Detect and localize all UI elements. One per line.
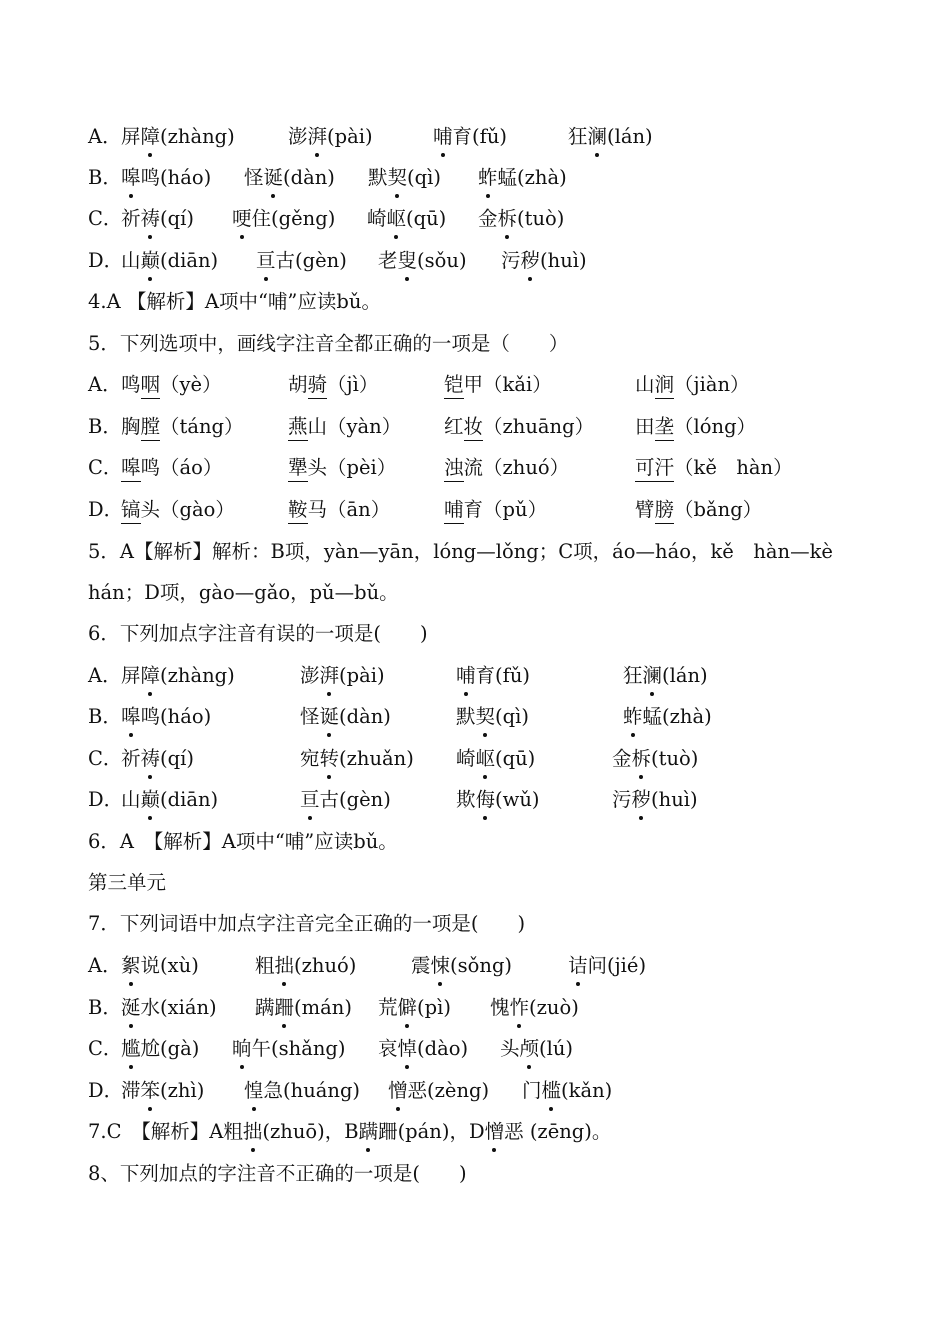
emphasis-dot-char: 巅 xyxy=(141,245,161,277)
option-item: 鞍马（ān） xyxy=(288,494,390,526)
underlined-char: 犟 xyxy=(288,455,308,482)
section-heading-unit-3: 第三单元 xyxy=(88,871,167,894)
emphasis-dot-char: 惶 xyxy=(244,1075,264,1107)
option-item: 崎岖(qū) xyxy=(456,743,535,775)
emphasis-dot-char: 祷 xyxy=(141,203,161,235)
option-item: 尴尬(gà) xyxy=(121,1033,199,1065)
emphasis-dot-char: 跚 xyxy=(275,992,295,1024)
option-label: B． xyxy=(88,415,122,438)
option-label: B． xyxy=(88,166,122,189)
option-label: C． xyxy=(88,1037,123,1060)
option-item: 崎岖(qū) xyxy=(367,203,446,235)
option-label: C． xyxy=(88,456,123,479)
option-item: 金柝(tuò) xyxy=(612,743,698,775)
option-item: 宛转(zhuǎn) xyxy=(300,743,414,775)
emphasis-dot-char: 蚱 xyxy=(478,162,498,194)
underlined-char: 浊 xyxy=(444,455,464,482)
answer-7: 7.C 【解析】A粗拙(zhuō)，B蹒跚(pán)，D憎恶 (zēng)。 xyxy=(88,1116,611,1148)
option-label: D． xyxy=(88,788,124,811)
emphasis-dot-char: 尴 xyxy=(121,1033,141,1065)
underlined-char: 骑 xyxy=(308,372,328,399)
option-item: 亘古(gèn) xyxy=(256,245,347,277)
option-item: 晌午(shǎng) xyxy=(232,1033,345,1065)
emphasis-dot-char: 颅 xyxy=(520,1033,540,1065)
option-item: 老叟(sǒu) xyxy=(378,245,467,277)
option-item: 诘问(jié) xyxy=(568,950,646,982)
emphasis-dot-char: 哺 xyxy=(456,660,476,692)
option-item: 胸膛（táng） xyxy=(121,411,244,443)
emphasis-dot-char: 涎 xyxy=(121,992,141,1024)
emphasis-dot-char: 侮 xyxy=(476,784,496,816)
option-item: 铠甲（kǎi） xyxy=(444,369,552,401)
emphasis-dot-char: 岖 xyxy=(387,203,407,235)
emphasis-dot-char: 障 xyxy=(141,660,161,692)
emphasis-dot-char: 拙 xyxy=(243,1116,263,1148)
option-item: 山涧（jiàn） xyxy=(635,369,750,401)
option-label: C． xyxy=(88,207,123,230)
emphasis-dot-char: 秽 xyxy=(521,245,541,277)
emphasis-dot-char: 障 xyxy=(141,121,161,153)
option-item: 红妆（zhuāng） xyxy=(444,411,594,443)
question-5-stem: 5．下列选项中，画线字注音全都正确的一项是（ ） xyxy=(88,332,569,355)
option-item: 燕山（yàn） xyxy=(288,411,401,443)
answer-5-line-1: 5．A【解析】解析：B项，yàn—yān，lóng—lǒng；C项，áo—háo，kě hàn—kè xyxy=(88,540,833,563)
underlined-char: 可汗 xyxy=(635,455,674,482)
option-label: A． xyxy=(88,125,122,148)
option-item: 鸣咽（yè） xyxy=(121,369,222,401)
option-item: 欺侮(wǔ) xyxy=(456,784,540,816)
emphasis-dot-char: 槛 xyxy=(542,1075,562,1107)
option-item: 屏障(zhàng) xyxy=(121,121,235,153)
emphasis-dot-char: 叟 xyxy=(398,245,418,277)
underlined-char: 咽 xyxy=(141,372,161,399)
question-6-stem: 6．下列加点字注音有误的一项是( ) xyxy=(88,622,428,645)
answer-6: 6．A 【解析】A项中“哺”应读bǔ。 xyxy=(88,830,398,853)
emphasis-dot-char: 巅 xyxy=(141,784,161,816)
option-item: 嗥鸣（áo） xyxy=(121,452,222,484)
emphasis-dot-char: 柝 xyxy=(632,743,652,775)
option-item: 亘古(gèn) xyxy=(300,784,391,816)
option-item: 头颅(lú) xyxy=(500,1033,573,1065)
option-item: 默契(qì) xyxy=(368,162,441,194)
option-item: 滞笨(zhì) xyxy=(121,1075,204,1107)
emphasis-dot-char: 澜 xyxy=(588,121,608,153)
option-item: 蚱蜢(zhà) xyxy=(623,701,712,733)
emphasis-dot-char: 湃 xyxy=(308,121,328,153)
underlined-char: 铠 xyxy=(444,372,464,399)
emphasis-dot-char: 悚 xyxy=(431,950,451,982)
answer-4: 4.A 【解析】A项中“哺”应读bǔ。 xyxy=(88,290,381,313)
emphasis-dot-char: 祷 xyxy=(141,743,161,775)
option-item: 粗拙(zhuó) xyxy=(255,950,356,982)
option-item: 狂澜(lán) xyxy=(568,121,653,153)
option-item: 胡骑（jì） xyxy=(288,369,378,401)
option-item: 祈祷(qí) xyxy=(121,203,194,235)
emphasis-dot-char: 诞 xyxy=(264,162,284,194)
option-label: A． xyxy=(88,373,122,396)
emphasis-dot-char: 蹒 xyxy=(359,1116,379,1148)
option-item: 金柝(tuò) xyxy=(478,203,564,235)
option-item: 惶急(huáng) xyxy=(244,1075,360,1107)
option-item: 荒僻(pì) xyxy=(378,992,451,1024)
emphasis-dot-char: 蚱 xyxy=(623,701,643,733)
option-item: 憎恶(zèng) xyxy=(388,1075,489,1107)
emphasis-dot-char: 絮 xyxy=(121,950,141,982)
emphasis-dot-char: 嗥 xyxy=(121,162,141,194)
emphasis-dot-char: 诘 xyxy=(568,950,588,982)
question-7-stem: 7．下列词语中加点字注音完全正确的一项是( ) xyxy=(88,912,526,935)
option-item: 愧怍(zuò) xyxy=(490,992,579,1024)
option-label: D． xyxy=(88,1079,124,1102)
emphasis-dot-char: 澜 xyxy=(643,660,663,692)
underlined-char: 妆 xyxy=(464,414,484,441)
emphasis-dot-char: 岖 xyxy=(476,743,496,775)
option-item: 浊流（zhuó） xyxy=(444,452,569,484)
emphasis-dot-char: 僻 xyxy=(398,992,418,1024)
emphasis-dot-char: 晌 xyxy=(232,1033,252,1065)
option-item: 田垄（lóng） xyxy=(635,411,756,443)
emphasis-dot-char: 秽 xyxy=(632,784,652,816)
underlined-char: 哺 xyxy=(444,497,464,524)
underlined-char: 涧 xyxy=(655,372,675,399)
option-item: 蚱蜢(zhà) xyxy=(478,162,567,194)
underlined-char: 垄 xyxy=(655,414,675,441)
option-item: 澎湃(pài) xyxy=(300,660,385,692)
option-item: 嗥鸣(háo) xyxy=(121,701,211,733)
option-label: A． xyxy=(88,954,122,977)
emphasis-dot-char: 怍 xyxy=(510,992,530,1024)
option-item: 哽住(gěng) xyxy=(232,203,335,235)
emphasis-dot-char: 哺 xyxy=(433,121,453,153)
option-item: 嗥鸣(háo) xyxy=(121,162,211,194)
underlined-char: 燕 xyxy=(288,414,308,441)
emphasis-dot-char: 亘 xyxy=(256,245,276,277)
option-item: 絮说(xù) xyxy=(121,950,199,982)
option-label: D． xyxy=(88,498,124,521)
option-item: 震悚(sǒng) xyxy=(411,950,512,982)
option-item: 臂膀（bǎng） xyxy=(635,494,762,526)
option-item: 默契(qì) xyxy=(456,701,529,733)
option-item: 犟头（pèi） xyxy=(288,452,396,484)
option-item: 哺育(fǔ) xyxy=(433,121,507,153)
emphasis-dot-char: 转 xyxy=(320,743,340,775)
underlined-char: 膀 xyxy=(655,497,675,524)
emphasis-dot-char: 亘 xyxy=(300,784,320,816)
underlined-char: 膛 xyxy=(141,414,161,441)
option-label: C． xyxy=(88,747,123,770)
emphasis-dot-char: 拙 xyxy=(275,950,295,982)
emphasis-dot-char: 柝 xyxy=(498,203,518,235)
option-item: 山巅(diān) xyxy=(121,245,218,277)
option-item: 狂澜(lán) xyxy=(623,660,708,692)
emphasis-dot-char: 憎 xyxy=(388,1075,408,1107)
emphasis-dot-char: 契 xyxy=(476,701,496,733)
option-item: 镐头（gào） xyxy=(121,494,235,526)
question-8-stem: 8、下列加点的字注音不正确的一项是( ) xyxy=(88,1162,467,1185)
option-label: B． xyxy=(88,705,122,728)
emphasis-dot-char: 哽 xyxy=(232,203,252,235)
option-item: 可汗（kě hàn） xyxy=(635,452,793,484)
emphasis-dot-char: 嗥 xyxy=(121,701,141,733)
emphasis-dot-char: 笨 xyxy=(141,1075,161,1107)
option-item: 怪诞(dàn) xyxy=(300,701,391,733)
option-item: 门槛(kǎn) xyxy=(522,1075,612,1107)
emphasis-dot-char: 契 xyxy=(388,162,408,194)
answer-5-line-2: hán；D项，gào—gǎo，pǔ—bǔ。 xyxy=(88,581,399,604)
option-item: 怪诞(dàn) xyxy=(244,162,335,194)
option-label: A． xyxy=(88,664,122,687)
option-item: 污秽(huì) xyxy=(501,245,587,277)
option-label: B． xyxy=(88,996,122,1019)
emphasis-dot-char: 悼 xyxy=(398,1033,418,1065)
option-label: D． xyxy=(88,249,124,272)
emphasis-dot-char: 诞 xyxy=(320,701,340,733)
option-item: 污秽(huì) xyxy=(612,784,698,816)
option-item: 哀悼(dào) xyxy=(378,1033,468,1065)
option-item: 哺育(fǔ) xyxy=(456,660,530,692)
option-item: 屏障(zhàng) xyxy=(121,660,235,692)
emphasis-dot-char: 湃 xyxy=(320,660,340,692)
option-item: 祈祷(qí) xyxy=(121,743,194,775)
option-item: 哺育（pǔ） xyxy=(444,494,547,526)
option-item: 山巅(diān) xyxy=(121,784,218,816)
underlined-char: 镐 xyxy=(121,497,141,524)
option-item: 澎湃(pài) xyxy=(288,121,373,153)
underlined-char: 嗥 xyxy=(121,455,141,482)
emphasis-dot-char: 憎 xyxy=(485,1116,505,1148)
option-item: 涎水(xián) xyxy=(121,992,217,1024)
option-item: 蹒跚(mán) xyxy=(255,992,352,1024)
underlined-char: 鞍 xyxy=(288,497,308,524)
